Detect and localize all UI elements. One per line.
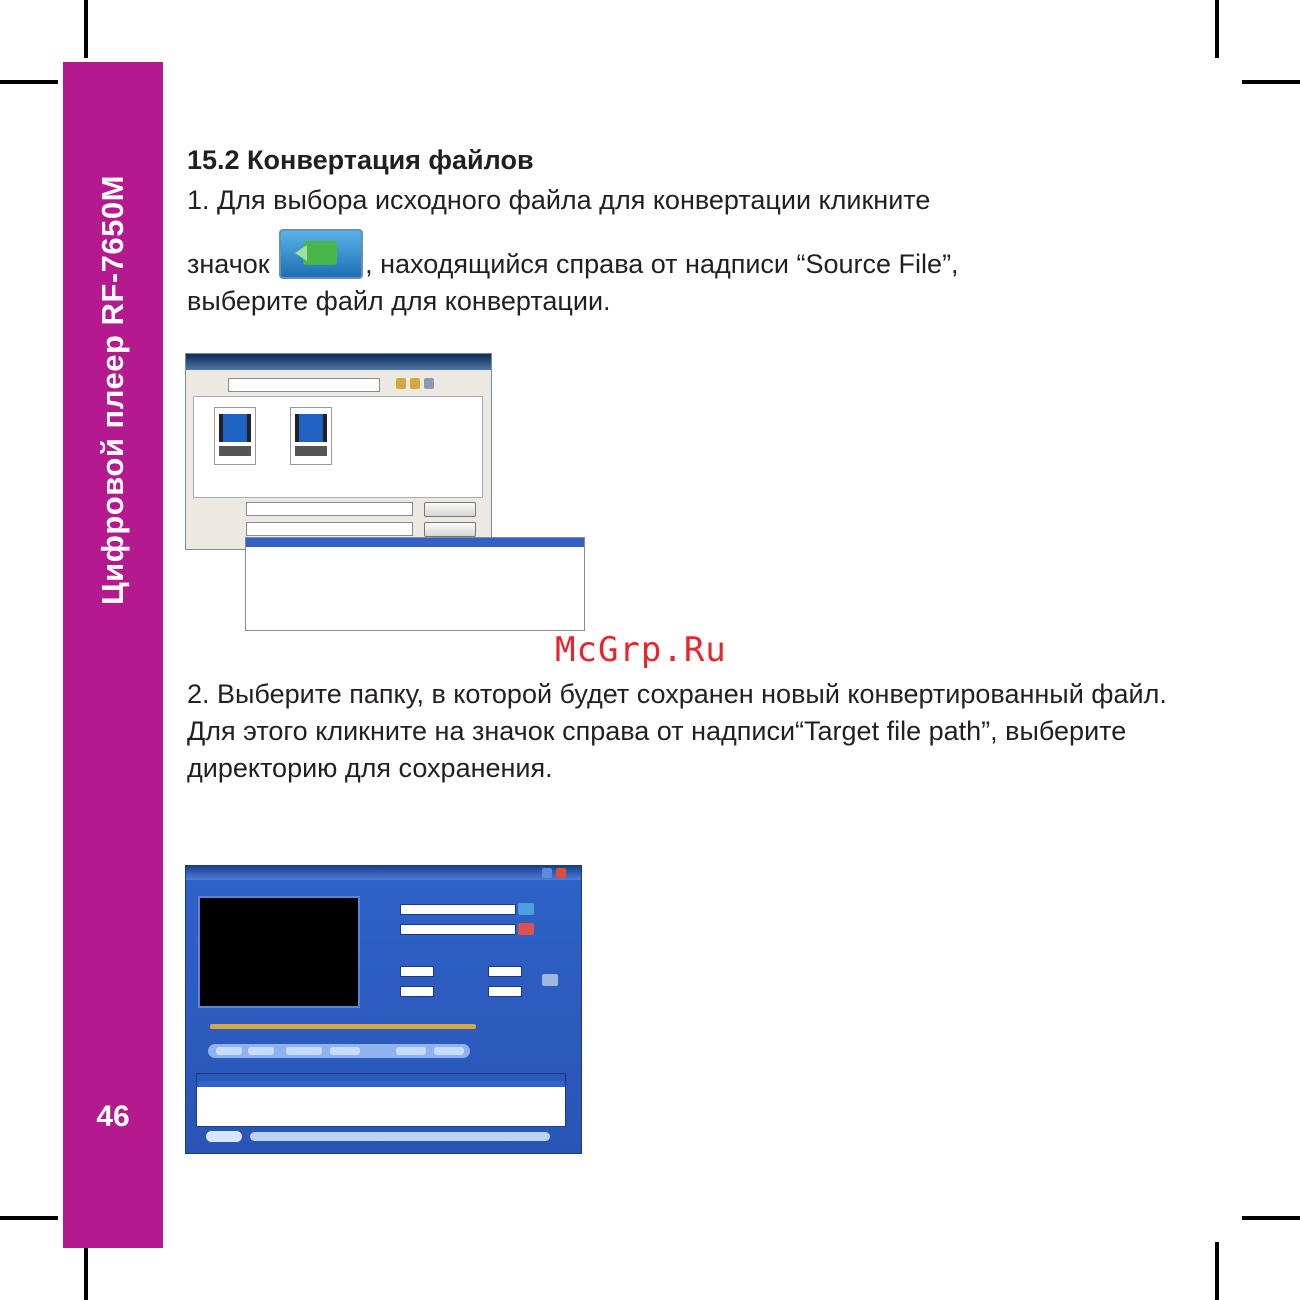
open-dialog — [185, 353, 492, 550]
new-folder-icon — [410, 378, 420, 389]
control-button — [434, 1047, 464, 1055]
step1-part3: , находящийся справа от надписи “Source File”, — [365, 249, 959, 279]
control-button — [396, 1047, 426, 1055]
crop-mark — [1215, 1242, 1219, 1300]
crop-mark — [84, 0, 88, 58]
crop-mark — [1215, 0, 1219, 58]
file-type-list — [245, 537, 585, 631]
video-preview — [198, 896, 360, 1008]
avi-file-icon — [290, 407, 332, 465]
step1-line2 — [187, 229, 1147, 283]
look-in-dropdown — [228, 378, 380, 392]
target-folder-icon — [518, 923, 534, 935]
page-number: 46 — [96, 1100, 130, 1133]
start-button — [206, 1131, 242, 1142]
progress-bar — [210, 1024, 476, 1029]
minimize-icon — [542, 868, 552, 878]
overall-progress — [250, 1132, 550, 1141]
view-menu-icon — [424, 378, 434, 389]
file-type-highlighted — [246, 538, 584, 547]
open-dialog-screenshot — [185, 353, 585, 633]
settings-icon — [542, 974, 558, 986]
crop-mark — [0, 80, 58, 84]
side-title: Цифровой плеер RF-7650M — [95, 175, 130, 605]
crop-mark — [84, 1242, 88, 1300]
converter-titlebar — [186, 866, 581, 880]
param-field — [488, 986, 522, 997]
control-button — [248, 1047, 274, 1055]
close-icon — [556, 868, 566, 878]
step1-paragraph — [187, 182, 1147, 320]
file-list-area — [193, 396, 483, 498]
crop-mark — [0, 1216, 58, 1220]
table-header — [197, 1074, 565, 1081]
table-row — [197, 1081, 565, 1087]
section-title: 15.2 Конвертация файлов — [187, 145, 534, 175]
open-button — [424, 502, 476, 517]
convert-file-icon — [279, 229, 363, 279]
source-file-field — [400, 904, 516, 915]
conversion-file-table — [196, 1073, 566, 1127]
converter-screenshot — [185, 865, 582, 1154]
param-field — [400, 986, 434, 997]
folder-up-icon — [396, 378, 406, 389]
crop-mark — [1242, 80, 1300, 84]
control-button — [216, 1047, 242, 1055]
file-name-input — [246, 502, 413, 516]
dialog-titlebar — [186, 354, 491, 370]
param-field — [400, 966, 434, 977]
watermark: McGrp.Ru — [555, 630, 727, 670]
param-field — [488, 966, 522, 977]
step1-line1: 1. Для выбора исходного файла для конвертации кликните — [187, 185, 931, 215]
control-button — [286, 1047, 322, 1055]
cancel-button — [424, 522, 476, 537]
file-type-select — [246, 522, 413, 536]
step1-part2: значок — [187, 249, 270, 279]
avi-file-icon — [214, 407, 256, 465]
step2-paragraph: 2. Выберите папку, в которой будет сохранен новый конвертированный файл. Для этого кликните на значок справа от надписи“Target file path”, выберите директорию для сохранения. — [187, 679, 1167, 783]
source-file-icon — [518, 903, 534, 915]
control-button — [330, 1047, 360, 1055]
crop-mark — [1242, 1216, 1300, 1220]
step1-line3: выберите файл для конвертации. — [187, 286, 611, 316]
target-path-field — [400, 924, 516, 935]
